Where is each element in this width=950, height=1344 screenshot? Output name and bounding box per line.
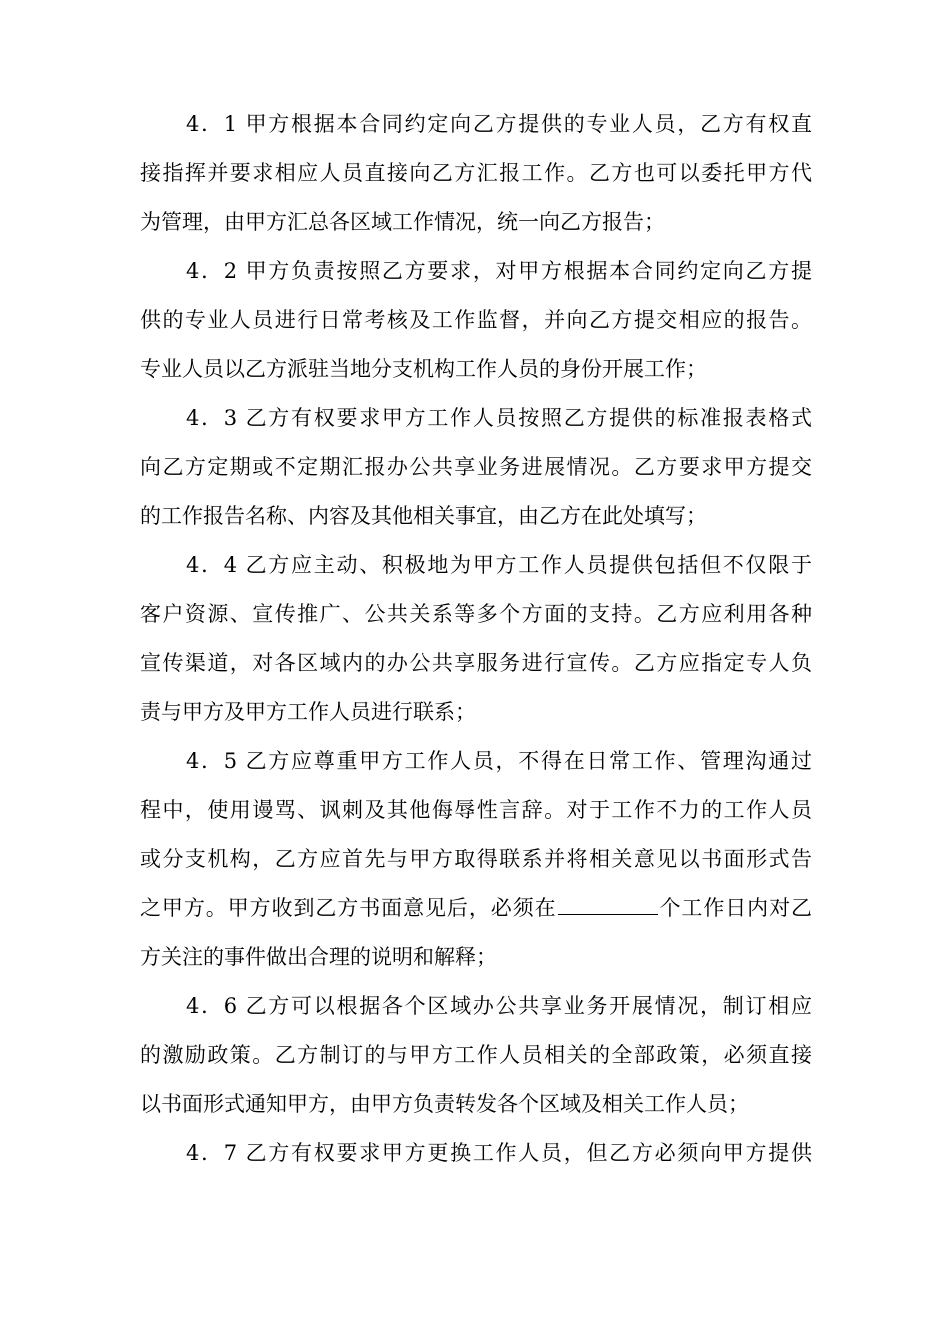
- clause-4-6: [140, 982, 812, 1129]
- paragraph-line: 4．2 甲方负责按照乙方要求，对甲方根据本合同约定向乙方提: [186, 259, 812, 283]
- paragraph-line: 4．4 乙方应主动、积极地为甲方工作人员提供包括但不仅限于: [186, 553, 812, 577]
- paragraph-line: 的激励政策。乙方制订的与甲方工作人员相关的全部政策，必须直接: [140, 1043, 812, 1067]
- paragraph-line: 接指挥并要求相应人员直接向乙方汇报工作。乙方也可以委托甲方代: [140, 161, 812, 185]
- paragraph-line-with-blank: [140, 884, 812, 933]
- paragraph-line: 方关注的事件做出合理的说明和解释；: [140, 945, 497, 969]
- clause-4-5: [140, 737, 812, 982]
- document-body: [140, 100, 812, 1178]
- paragraph-line: 客户资源、宣传推广、公共关系等多个方面的支持。乙方应利用各种: [140, 602, 812, 626]
- paragraph-line: 向乙方定期或不定期汇报办公共享业务进展情况。乙方要求甲方提交: [140, 455, 812, 479]
- paragraph-line: 责与甲方及甲方工作人员进行联系；: [140, 700, 476, 724]
- blank-line-text-before: 之甲方。甲方收到乙方书面意见后，必须在: [140, 896, 557, 920]
- paragraph-line: 程中，使用谩骂、讽刺及其他侮辱性言辞。对于工作不力的工作人员: [140, 798, 812, 822]
- paragraph-line: 为管理，由甲方汇总各区域工作情况，统一向乙方报告；: [140, 210, 665, 234]
- paragraph-line: 4．6 乙方可以根据各个区域办公共享业务开展情况，制订相应: [186, 994, 812, 1018]
- paragraph-line: 4．7 乙方有权要求甲方更换工作人员，但乙方必须向甲方提供: [186, 1141, 812, 1165]
- paragraph-line: 或分支机构，乙方应首先与甲方取得联系并将相关意见以书面形式告: [140, 847, 812, 871]
- clause-4-2: [140, 247, 812, 394]
- paragraph-line: 4．3 乙方有权要求甲方工作人员按照乙方提供的标准报表格式: [186, 406, 812, 430]
- paragraph-line: 4．5 乙方应尊重甲方工作人员，不得在日常工作、管理沟通过: [186, 749, 812, 773]
- clause-4-7: [140, 1129, 812, 1178]
- paragraph-line: 供的专业人员进行日常考核及工作监督，并向乙方提交相应的报告。: [140, 308, 812, 332]
- clause-4-3: [140, 394, 812, 541]
- paragraph-line: 宣传渠道，对各区域内的办公共享服务进行宣传。乙方应指定专人负: [140, 651, 812, 675]
- paragraph-line: 的工作报告名称、内容及其他相关事宜，由乙方在此处填写；: [140, 504, 707, 528]
- clause-4-1: [140, 100, 812, 247]
- fill-in-blank[interactable]: [558, 892, 658, 915]
- clause-4-4: [140, 541, 812, 737]
- paragraph-line: 4．1 甲方根据本合同约定向乙方提供的专业人员，乙方有权直: [186, 112, 812, 136]
- blank-line-text-after: 个工作日内对乙: [658, 896, 813, 920]
- paragraph-line: 专业人员以乙方派驻当地分支机构工作人员的身份开展工作；: [140, 357, 707, 381]
- paragraph-line: 以书面形式通知甲方，由甲方负责转发各个区域及相关工作人员；: [140, 1092, 749, 1116]
